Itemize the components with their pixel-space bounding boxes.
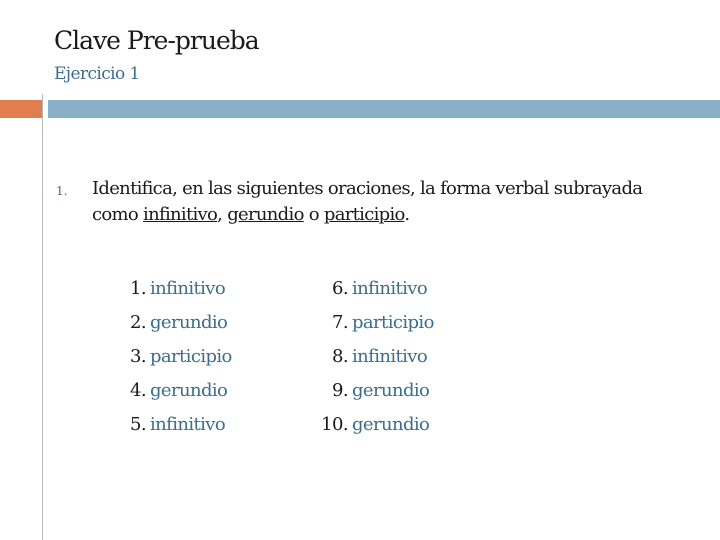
answer-column-1: [130, 272, 232, 442]
slide-subtitle: Ejercicio 1: [54, 64, 140, 84]
answer-row: [130, 408, 232, 442]
slide-title: Clave Pre-prueba: [54, 26, 259, 55]
answer-row: [314, 374, 434, 408]
answer-number: 10.: [321, 414, 348, 435]
instruction-lead: Identifica, en las siguientes oraciones, la forma verbal subrayada como: [92, 178, 643, 225]
answer-value: gerundio: [352, 414, 430, 435]
instruction-end: .: [404, 204, 410, 225]
answer-column-2: [314, 272, 434, 442]
answer-row: [314, 306, 434, 340]
answer-number: 2.: [130, 312, 146, 333]
accent-bar-orange: [0, 100, 42, 118]
instruction-text: [92, 176, 692, 228]
answer-row: [130, 306, 232, 340]
answer-number: 6.: [332, 278, 348, 299]
answer-value: gerundio: [149, 380, 228, 401]
answer-number: 9.: [332, 380, 348, 401]
answer-value: infinitivo: [149, 414, 226, 435]
instruction-number: 1.: [56, 184, 68, 198]
term-infinitivo: infinitivo: [143, 204, 218, 225]
separator-1: ,: [217, 204, 228, 225]
answer-value: infinitivo: [352, 346, 428, 367]
answer-row: [314, 272, 434, 306]
accent-bar-blue: [48, 100, 720, 118]
answer-number: 3.: [130, 346, 146, 367]
answer-value: participio: [352, 312, 434, 333]
answer-number: 1.: [130, 278, 146, 299]
answer-number: 7.: [332, 312, 348, 333]
answer-number: 8.: [332, 346, 348, 367]
answer-value: gerundio: [149, 312, 228, 333]
answer-row: [130, 340, 232, 374]
answer-value: infinitivo: [352, 278, 428, 299]
answer-row: [314, 340, 434, 374]
answer-value: participio: [149, 346, 232, 367]
answer-row: [314, 408, 434, 442]
term-participio: participio: [323, 204, 405, 225]
answer-row: [130, 374, 232, 408]
term-gerundio: gerundio: [227, 204, 304, 225]
answer-value: infinitivo: [149, 278, 226, 299]
vertical-divider: [42, 94, 43, 540]
separator-2: o: [303, 204, 324, 225]
answer-row: [130, 272, 232, 306]
answer-value: gerundio: [352, 380, 430, 401]
answer-number: 4.: [130, 380, 146, 401]
answer-number: 5.: [130, 414, 146, 435]
